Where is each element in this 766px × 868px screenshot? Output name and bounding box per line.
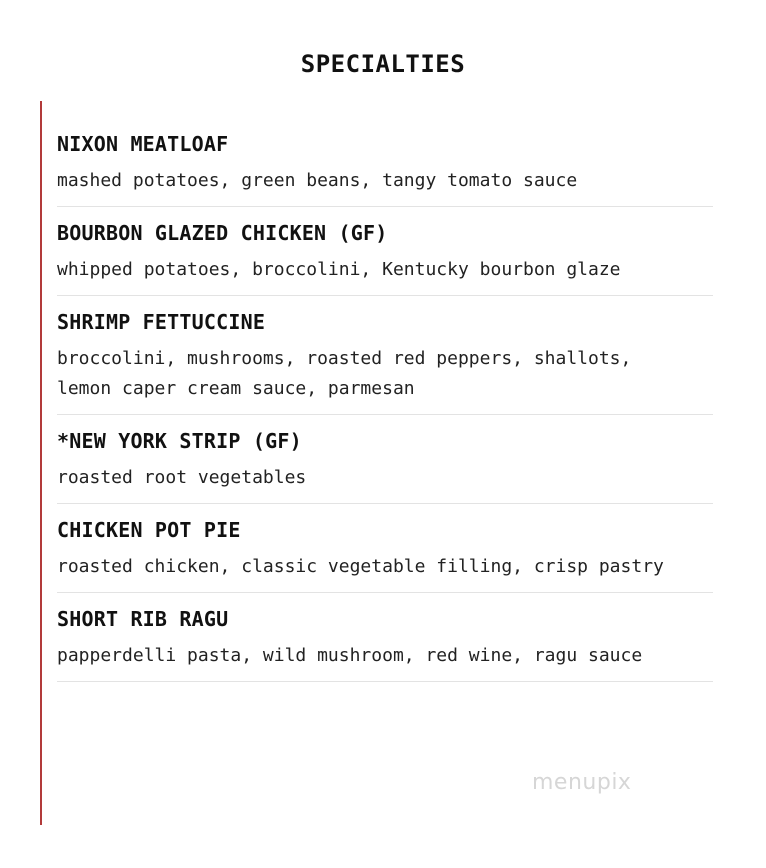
item-name: BOURBON GLAZED CHICKEN (GF): [57, 221, 388, 245]
menu-item-nixon-meatloaf: [57, 118, 713, 207]
item-description: roasted root vegetables: [57, 467, 307, 488]
item-description: roasted chicken, classic vegetable filling, crisp pastry: [57, 556, 664, 577]
accent-vertical-rule: [40, 101, 42, 825]
menu-item-chicken-pot-pie: [57, 504, 713, 593]
item-name: *NEW YORK STRIP (GF): [57, 429, 302, 453]
item-description: broccolini, mushrooms, roasted red peppers, shallots, lemon caper cream sauce, parmesan: [57, 348, 632, 399]
watermark: menupix: [532, 770, 632, 795]
item-description: mashed potatoes, green beans, tangy tomato sauce: [57, 170, 578, 191]
menu-item-short-rib-ragu: [57, 593, 713, 682]
page-title: SPECIALTIES: [300, 50, 466, 78]
item-name: SHRIMP FETTUCCINE: [57, 310, 266, 334]
item-name: NIXON MEATLOAF: [57, 132, 229, 156]
item-name: SHORT RIB RAGU: [57, 607, 229, 631]
menu-list: [57, 118, 713, 682]
item-name: CHICKEN POT PIE: [57, 518, 241, 542]
menu-item-bourbon-glazed-chicken: [57, 207, 713, 296]
item-description: papperdelli pasta, wild mushroom, red wine, ragu sauce: [57, 645, 643, 666]
menu-item-shrimp-fettuccine: [57, 296, 713, 415]
item-description: whipped potatoes, broccolini, Kentucky bourbon glaze: [57, 259, 621, 280]
menu-item-new-york-strip: [57, 415, 713, 504]
